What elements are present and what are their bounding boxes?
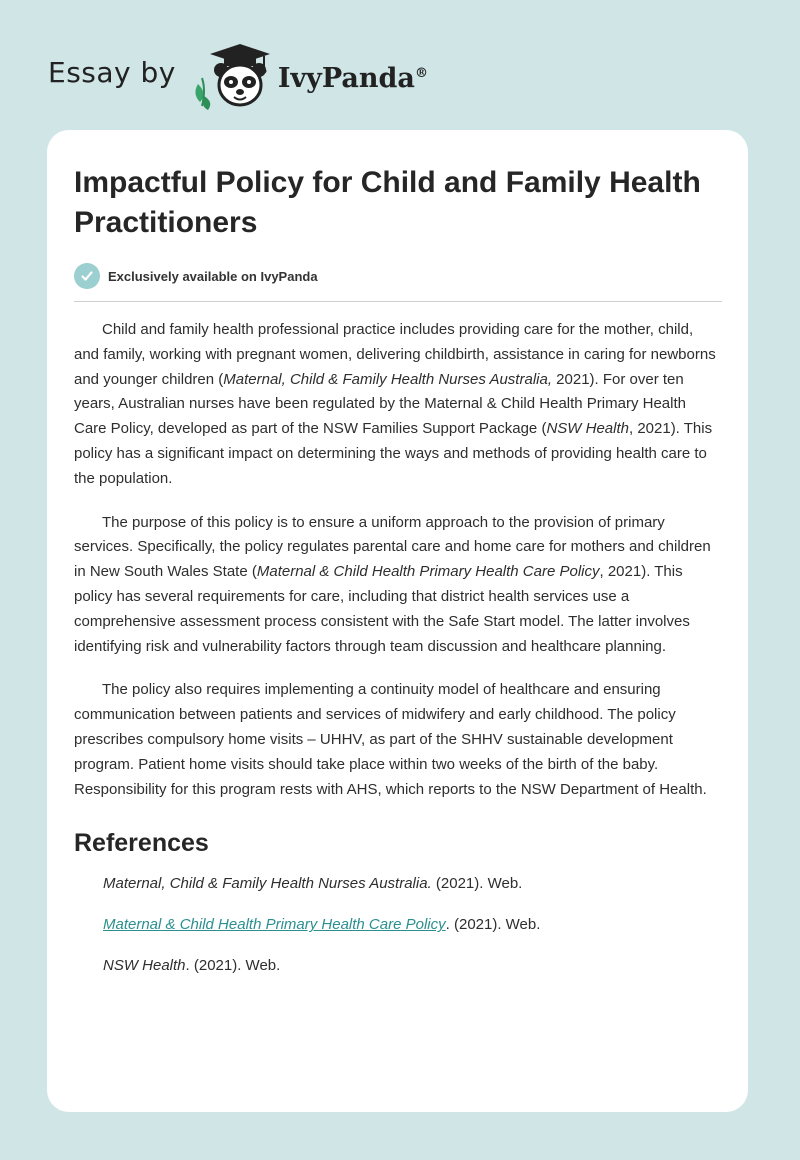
- reference-item: NSW Health. (2021). Web.: [103, 957, 281, 975]
- paragraph: The purpose of this policy is to ensure a uniform approach to the provision of primary services. Specifically, the policy regulates parental care and home care for mothers and children in New South Wales State (Maternal & Child Health Primary Health Care Policy, 2021). This policy has several requirements for care, including that district health services use a comprehensive assessment process consistent with the Safe Start model. The latter involves identifying risk and vulnerability factors through team discussion and healthcare planning.: [74, 513, 711, 655]
- registered-mark: ®: [414, 65, 428, 81]
- citation: Maternal, Child & Family Health Nurses Australia,: [223, 370, 552, 388]
- reference-item: Maternal & Child Health Primary Health Care Policy. (2021). Web.: [103, 916, 541, 934]
- brand-name: IvyPanda®: [277, 62, 428, 94]
- citation: NSW Health: [546, 420, 629, 438]
- references-heading: References: [74, 829, 209, 858]
- badge-text: Exclusively available on IvyPanda: [108, 268, 318, 284]
- paragraph: Child and family health professional practice includes providing care for the mother, child, and family, working with pregnant women, delivering childbirth, assistance in caring for newborns and younger children (Maternal, Child & Family Health Nurses Australia, 2021). For over ten years, Australian nurses have been regulated by the Maternal & Child Health Primary Health Care Policy, developed as part of the NSW Families Support Package (NSW Health, 2021). This policy has a significant impact on determining the ways and methods of providing health care to the population.: [74, 321, 716, 487]
- article-title: Impactful Policy for Child and Family Health Practitioners: [74, 166, 701, 239]
- article-card: [47, 130, 748, 1112]
- checkmark-icon: [74, 263, 100, 289]
- site-header: [48, 40, 428, 110]
- brand-prefix: Essay by: [48, 55, 176, 89]
- divider: [74, 301, 722, 302]
- citation: Maternal & Child Health Primary Health Care Policy: [256, 563, 600, 581]
- ivypanda-logo-icon[interactable]: [190, 40, 274, 110]
- reference-item: Maternal, Child & Family Health Nurses Australia. (2021). Web.: [103, 875, 523, 893]
- references-list: [74, 872, 722, 978]
- reference-link[interactable]: Maternal & Child Health Primary Health Care Policy: [103, 916, 446, 934]
- exclusive-badge: [74, 263, 722, 289]
- paragraph: The policy also requires implementing a continuity model of healthcare and ensuring communication between patients and services of midwifery and early childhood. The policy prescribes compulsory home visits – UHHV, as part of the SHHV sustainable development program. Patient home visits should take place within two weeks of the birth of the baby. Responsibility for this program rests with AHS, which reports to the NSW Department of Health.: [74, 681, 707, 798]
